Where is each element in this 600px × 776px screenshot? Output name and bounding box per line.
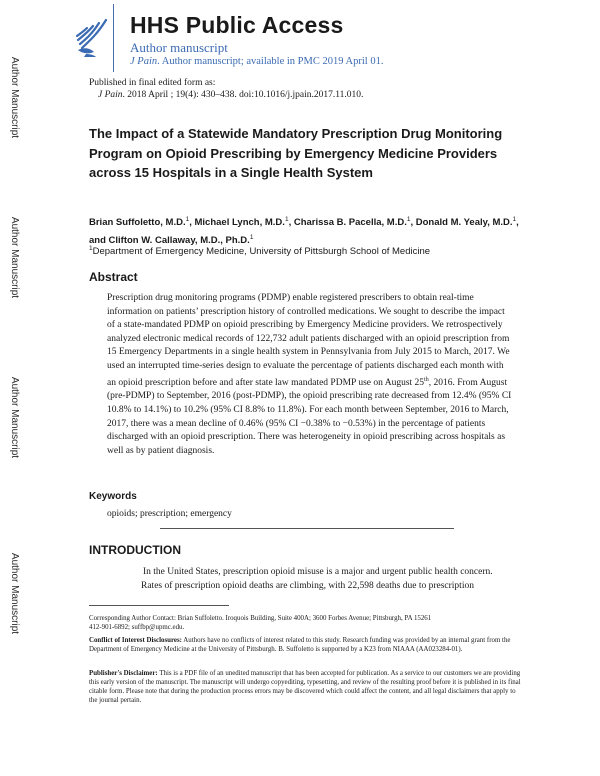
- correspondence-footnote: Corresponding Author Contact: Brian Suffoletto. Iroquois Building, Suite 400A; 3600 Forbes Avenue; Pittsburgh, PA 15261 412-901-6892; suffbp@upmc.edu.: [89, 615, 432, 631]
- keywords-heading: Keywords: [89, 491, 137, 502]
- conflict-of-interest-footnote: Conflict of Interest Disclosures: Authors have no conflicts of interest related to this study. Research funding was provided by an internal grant from the Department of Emergency Medicine at the University of Pittsburgh. B. Suffoletto is supported by a K23 from NIAAA (AA023284-01).: [89, 637, 511, 653]
- abstract-heading: Abstract: [89, 270, 138, 284]
- journal-name: J Pain: [130, 56, 158, 67]
- sidebar-label-author-manuscript: Author Manuscript: [9, 56, 21, 138]
- availability-line: J Pain. Author manuscript; available in PMC 2019 April 01.: [130, 56, 384, 67]
- header-divider: [113, 4, 114, 72]
- footnote-divider: [89, 605, 229, 606]
- introduction-text: In the United States, prescription opioid misuse is a major and urgent public health concern. Rates of prescription opioid deaths are climbing, with 22,598 deaths due to prescription: [141, 567, 493, 591]
- citation-line: J Pain. 2018 April ; 19(4): 430–438. doi:10.1016/j.jpain.2017.11.010.: [98, 90, 364, 100]
- author-manuscript-subtitle: Author manuscript: [130, 40, 228, 55]
- journal-name: J Pain: [98, 90, 123, 100]
- keywords-text: opioids; prescription; emergency: [107, 509, 232, 519]
- author-name: Charissa B. Pacella, M.D.: [293, 217, 407, 229]
- abstract-text: Prescription drug monitoring programs (PDMP) enable registered prescribers to obtain real-time information on patients’ prescription history of controlled medications. We sought to describe the impact of a state-mandated PDMP on opioid prescribing by Emergency Medicine providers. We retrospectively analyzed electronic medical records of 122,732 adult patients discharged with an opioid prescription from 15 Emergency Departments in a single health system in Pennsylvania from July 2015 to March, 2017. We used an interrupted time-series design to evaluate the percentage of patients discharged each month with an opioid prescription before and after state law mandated PDMP use on August 25th, 2016. From August (pre-PDMP) to September, 2016 (post-PDMP), the opioid prescribing rate decreased from 12.4% (95% CI 10.8% to 14.1%) to 10.2% (95% CI 8.8% to 11.8%). For each month between September, 2016 to March, 2017, there was a mean decline of 0.46% (95% CI −0.38% to −0.53%) in the percentage of patients discharged with an opioid prescription. There was heterogeneity in opioid prescribing across hospitals as well as by patient diagnosis.: [107, 293, 512, 456]
- affiliation: $^1$Department of Emergency Medicine, University of Pittsburgh School of Medicine: [89, 245, 431, 258]
- sidebar-label-author-manuscript: Author Manuscript: [9, 376, 21, 458]
- author-list: Brian Suffoletto, M.D.$^1$, Michael Lynch, M.D.$^1$, Charissa B. Pacella, M.D.$^1$, Donald M. Yealy, M.D.$^1$, and Clifton W. Callaway, M.D., Ph.D.$^1$: [89, 216, 519, 247]
- author-name: Michael Lynch, M.D.: [194, 217, 285, 229]
- publisher-disclaimer-footnote: Publisher's Disclaimer: This is a PDF file of an unedited manuscript that has been accepted for publication. As a service to our customers we are providing this early version of the manuscript. The manuscript will undergo copyediting, typesetting, and review of the resulting proof before it is published in its final citable form. Please note that during the production process errors may be discovered which could affect the content, and all legal disclaimers that apply to the journal pertain.: [89, 670, 521, 704]
- hhs-public-access-title: HHS Public Access: [130, 12, 344, 38]
- author-name: Clifton W. Callaway, M.D., Ph.D.: [108, 235, 250, 247]
- published-in-label: Published in final edited form as:: [89, 78, 216, 88]
- author-name: Donald M. Yealy, M.D.: [415, 217, 513, 229]
- sidebar-label-author-manuscript: Author Manuscript: [9, 552, 21, 634]
- introduction-heading: INTRODUCTION: [89, 543, 181, 557]
- author-name: Brian Suffoletto, M.D.: [89, 217, 186, 229]
- sidebar-label-author-manuscript: Author Manuscript: [9, 216, 21, 298]
- article-title: The Impact of a Statewide Mandatory Prescription Drug Monitoring Program on Opioid Prescribing by Emergency Medicine Providers across 15 Hospitals in a Single Health System: [89, 126, 503, 180]
- section-divider: [160, 528, 454, 529]
- hhs-eagle-logo-icon: [72, 14, 110, 58]
